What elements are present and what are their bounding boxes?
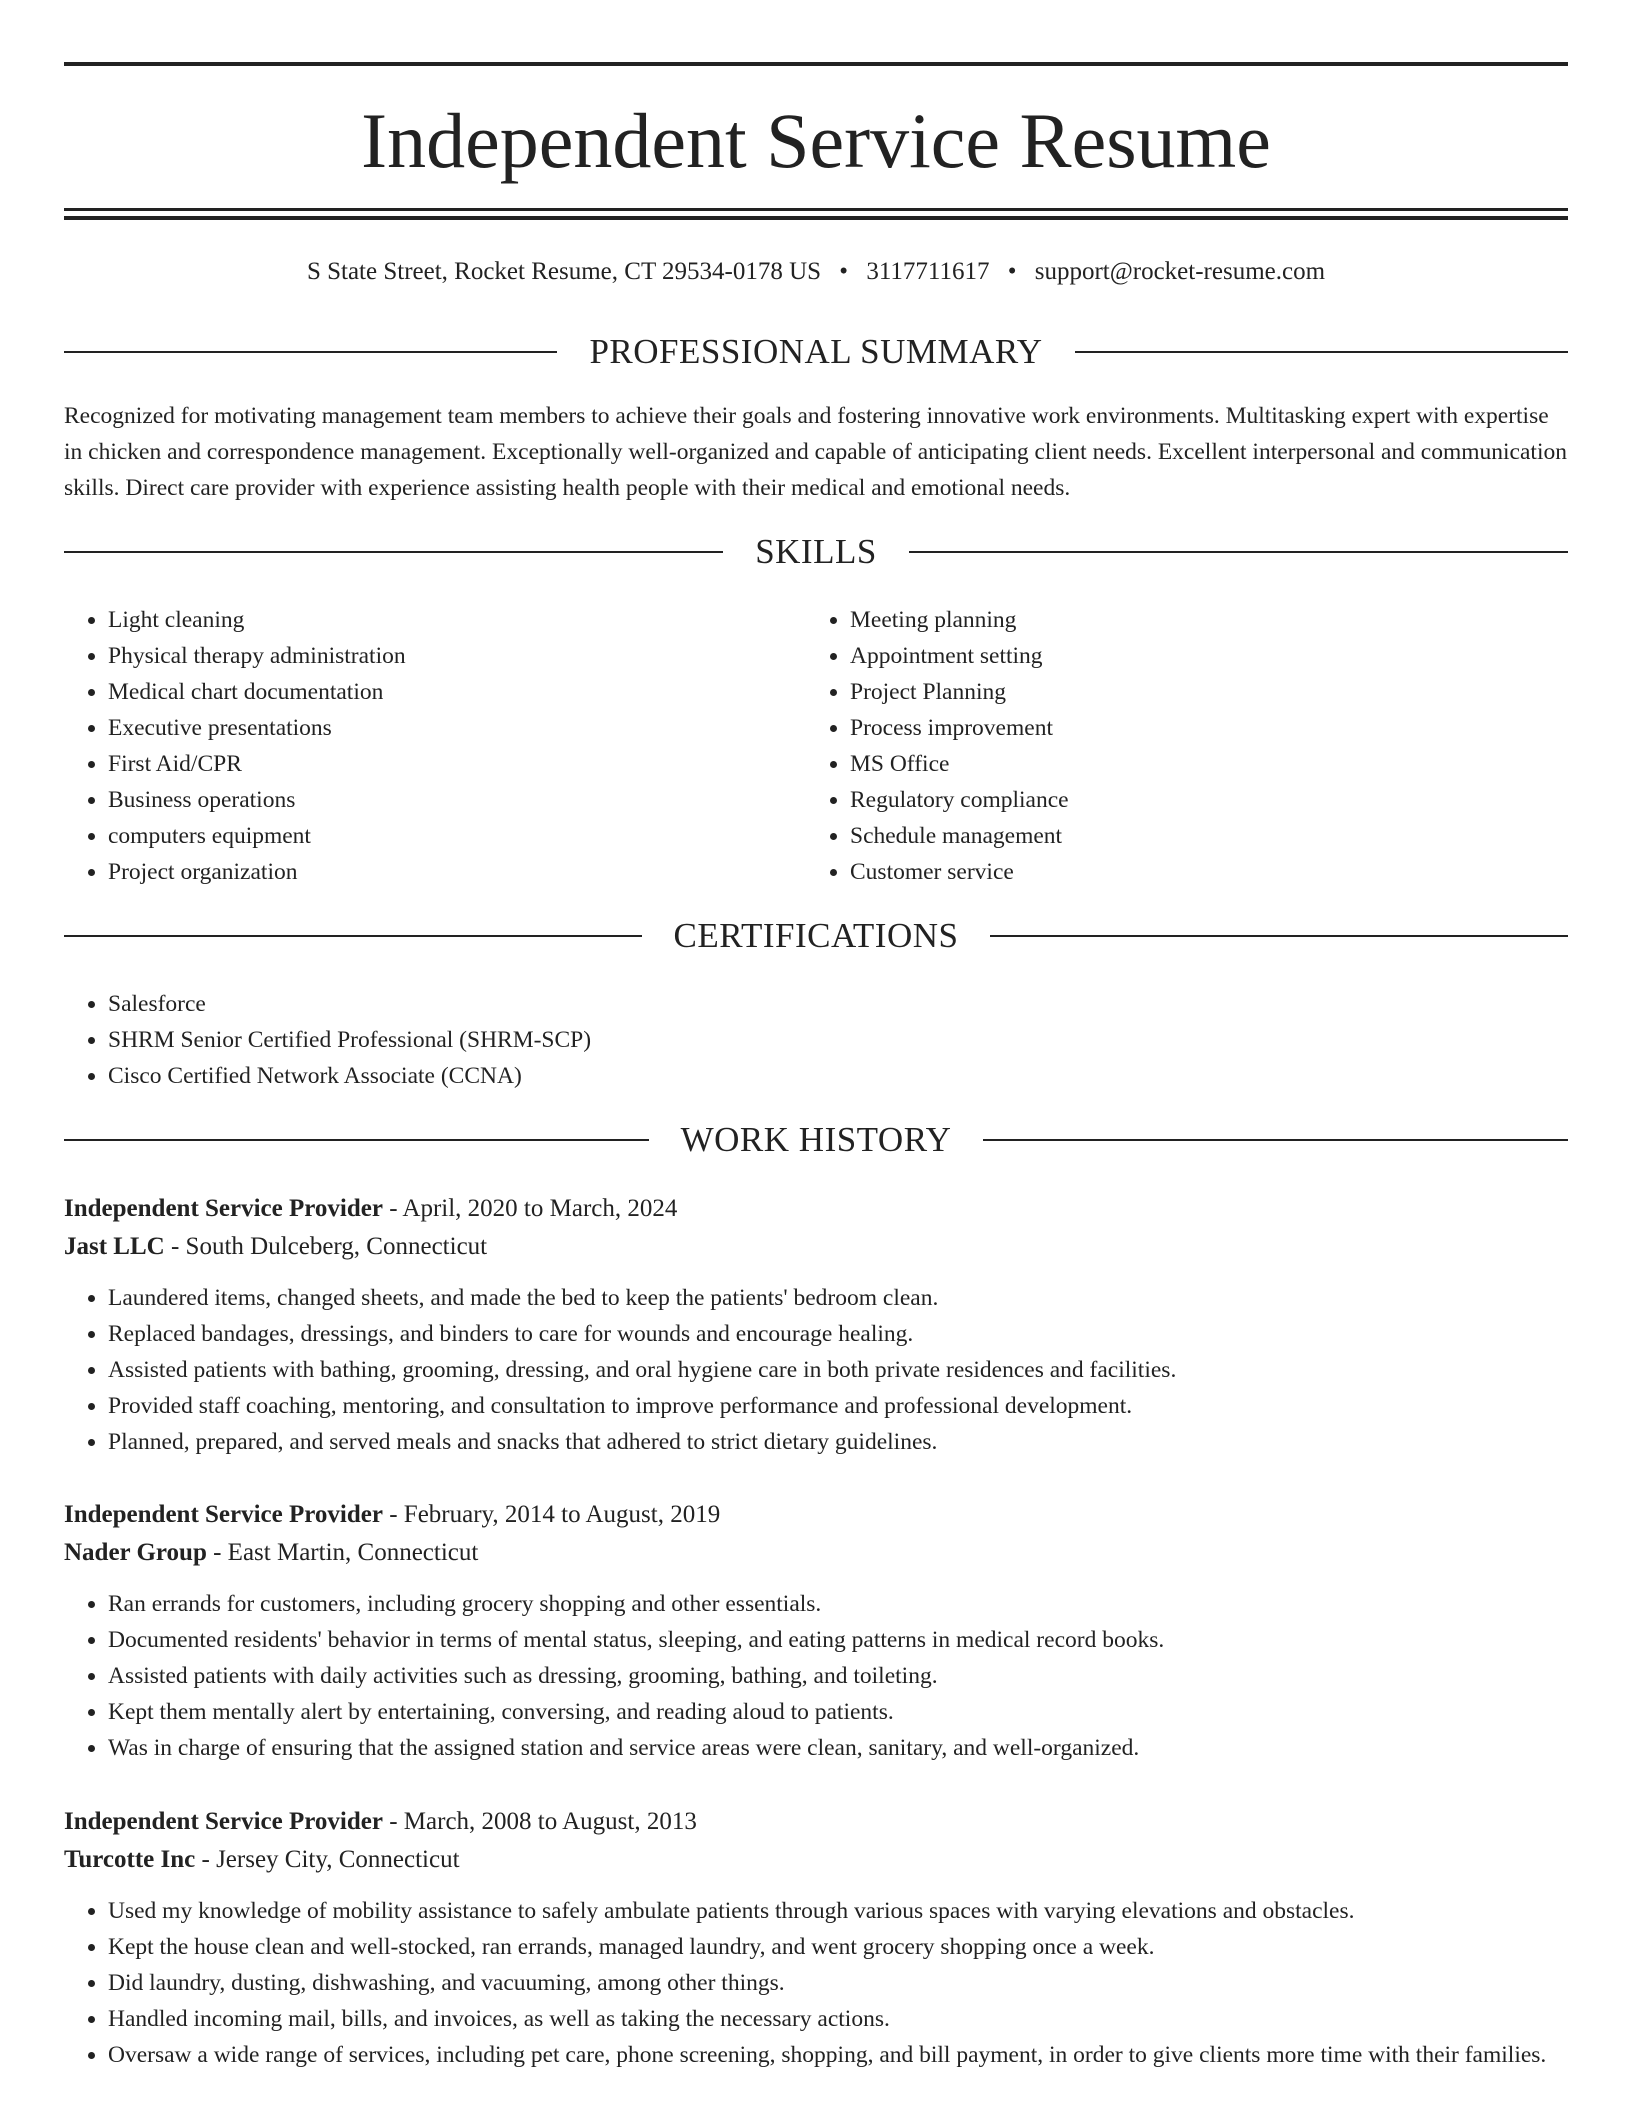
job-entry [64, 1190, 1568, 1460]
job-location: - East Martin, Connecticut [206, 1539, 479, 1566]
job-role-line [64, 1803, 1568, 1841]
job-bullet: • Used my knowledge of mobility assistance to safely ambulate patients through various spaces with varying elevations and obstacles. [108, 1893, 1568, 1929]
heading-rule-right [990, 935, 1568, 937]
contact-phone: 3117711617 [866, 258, 990, 285]
resume-title: Independent Service Resume [361, 97, 1271, 184]
job-bullet: • Laundered items, changed sheets, and made the bed to keep the patients' bedroom clean. [108, 1280, 1568, 1316]
job-bullets [64, 1280, 1568, 1460]
heading-rule-right [1075, 351, 1568, 353]
job-role: Independent Service Provider [64, 1501, 383, 1528]
job-role-line [64, 1496, 1568, 1534]
job-bullet: • Planned, prepared, and served meals and snacks that adhered to strict dietary guidelines. [108, 1424, 1568, 1460]
job-location: - South Dulceberg, Connecticut [164, 1233, 488, 1260]
certification-item: • Cisco Certified Network Associate (CCNA) [108, 1058, 1568, 1094]
job-location: - Jersey City, Connecticut [195, 1846, 460, 1873]
job-bullet: • Kept the house clean and well-stocked, ran errands, managed laundry, and went grocery shopping once a week. [108, 1929, 1568, 1965]
job-bullet: • Handled incoming mail, bills, and invoices, as well as taking the necessary actions. [108, 2001, 1568, 2037]
job-bullet: • Documented residents' behavior in terms of mental status, sleeping, and eating patterns in medical record books. [108, 1622, 1568, 1658]
certifications-list [64, 986, 1568, 1094]
job-company-line [64, 1534, 1568, 1572]
contact-separator: • [839, 258, 849, 285]
heading-rule-left [64, 551, 723, 553]
certification-item: • SHRM Senior Certified Professional (SHRM-SCP) [108, 1022, 1568, 1058]
job-bullets [64, 1893, 1568, 2073]
job-company: Nader Group [64, 1539, 207, 1566]
skills-section-heading [64, 530, 1568, 574]
job-company: Turcotte Inc [64, 1846, 196, 1873]
job-dates: - March, 2008 to August, 2013 [382, 1808, 697, 1835]
contact-email: support@rocket-resume.com [1034, 258, 1326, 285]
work-history-heading-label: WORK HISTORY [680, 1120, 952, 1159]
skill-item: • Project Planning [850, 674, 1506, 710]
job-dates: - February, 2014 to August, 2019 [382, 1501, 721, 1528]
skill-item: • Business operations [108, 782, 764, 818]
heading-rule-right [983, 1139, 1568, 1141]
skill-item: • Executive presentations [108, 710, 764, 746]
header-double-rule-lower [64, 216, 1568, 220]
job-bullet: • Ran errands for customers, including grocery shopping and other essentials. [108, 1586, 1568, 1622]
skill-item: • Medical chart documentation [108, 674, 764, 710]
header-top-rule [64, 62, 1568, 66]
skill-item: • Process improvement [850, 710, 1506, 746]
skill-item: • Regulatory compliance [850, 782, 1506, 818]
job-bullet: • Assisted patients with daily activities such as dressing, grooming, bathing, and toileting. [108, 1658, 1568, 1694]
skill-item: • Project organization [108, 854, 764, 890]
skills-right-list [806, 602, 1506, 890]
job-company-line [64, 1841, 1568, 1879]
skill-item: • Customer service [850, 854, 1506, 890]
summary-text: Recognized for motivating management team members to achieve their goals and fostering innovative work environments. Multitasking expert with expertise in chicken and correspondence management. Exceptionally well-organized and capable of anticipating client needs. Excellent interpersonal and communication skills. Direct care provider with experience assisting health people with their medical and emotional needs. [64, 403, 1567, 501]
work-history-section-heading [64, 1118, 1568, 1162]
skill-item: • computers equipment [108, 818, 764, 854]
job-entry [64, 1803, 1568, 2073]
job-role-line [64, 1190, 1568, 1228]
contact-address: S State Street, Rocket Resume, CT 29534-0178 US [306, 258, 822, 285]
job-bullet: • Was in charge of ensuring that the assigned station and service areas were clean, sanitary, and well-organized. [108, 1730, 1568, 1766]
certifications-heading-label: CERTIFICATIONS [673, 916, 959, 955]
job-entry [64, 1496, 1568, 1766]
heading-rule-left [64, 351, 557, 353]
certification-item: • Salesforce [108, 986, 1568, 1022]
heading-rule-right [909, 551, 1568, 553]
summary-heading-label: PROFESSIONAL SUMMARY [589, 332, 1043, 371]
contact-separator: • [1007, 258, 1017, 285]
heading-rule-left [64, 1139, 649, 1141]
heading-rule-left [64, 935, 642, 937]
job-bullet: • Oversaw a wide range of services, including pet care, phone screening, shopping, and bill payment, in order to give clients more time with their families. [108, 2037, 1568, 2073]
contact-line [64, 254, 1568, 290]
job-role: Independent Service Provider [64, 1808, 383, 1835]
job-bullet: • Provided staff coaching, mentoring, and consultation to improve performance and professional development. [108, 1388, 1568, 1424]
job-bullets [64, 1586, 1568, 1766]
job-dates: - April, 2020 to March, 2024 [382, 1195, 678, 1222]
summary-section-heading [64, 330, 1568, 374]
skill-item: • First Aid/CPR [108, 746, 764, 782]
skill-item: • MS Office [850, 746, 1506, 782]
job-bullet: • Replaced bandages, dressings, and binders to care for wounds and encourage healing. [108, 1316, 1568, 1352]
job-bullet: • Assisted patients with bathing, grooming, dressing, and oral hygiene care in both private residences and facilities. [108, 1352, 1568, 1388]
certifications-section-heading [64, 914, 1568, 958]
skill-item: • Physical therapy administration [108, 638, 764, 674]
job-bullet: • Did laundry, dusting, dishwashing, and vacuuming, among other things. [108, 1965, 1568, 2001]
header-double-rule-upper [64, 208, 1568, 211]
skill-item: • Meeting planning [850, 602, 1506, 638]
skills-left-column [64, 602, 764, 890]
skill-item: • Schedule management [850, 818, 1506, 854]
job-bullet: • Kept them mentally alert by entertaining, conversing, and reading aloud to patients. [108, 1694, 1568, 1730]
certifications-list-wrapper [64, 986, 1568, 1094]
job-company: Jast LLC [64, 1233, 165, 1260]
skills-left-list [64, 602, 764, 890]
job-company-line [64, 1228, 1568, 1266]
skill-item: • Light cleaning [108, 602, 764, 638]
skills-right-column [806, 602, 1506, 890]
job-role: Independent Service Provider [64, 1195, 383, 1222]
skill-item: • Appointment setting [850, 638, 1506, 674]
skills-heading-label: SKILLS [755, 532, 877, 571]
